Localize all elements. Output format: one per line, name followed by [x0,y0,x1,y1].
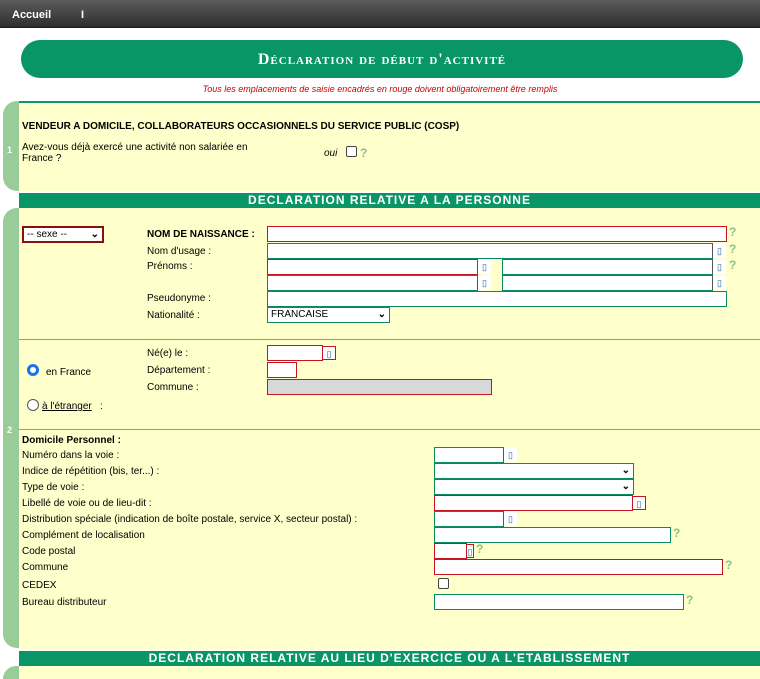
help-icon[interactable]: ? [729,242,737,256]
calendar-icon[interactable]: ▯ [712,276,726,290]
code-postal-label: Code postal [22,546,76,557]
domicile-heading: Domicile Personnel : [22,435,121,446]
topbar-separator: I [81,9,85,21]
complement-label: Complément de localisation [22,530,145,541]
calendar-icon[interactable]: ▯ [712,260,726,274]
pseudonyme-label: Pseudonyme : [147,293,211,304]
chevron-down-icon: ⌄ [90,229,99,240]
help-icon[interactable]: ? [686,593,694,607]
bureau-input[interactable] [434,594,684,610]
numero-voie-label: Numéro dans la voie : [22,450,120,461]
section-3-tab [3,666,19,679]
commune-label: Commune [22,562,69,573]
departement-input[interactable] [267,362,297,378]
help-icon[interactable]: ? [725,558,733,572]
nationalite-select-value: FRANCAISE [271,309,329,320]
etranger-colon: : [100,401,103,412]
date-naissance-input[interactable] [267,345,323,361]
type-voie-select[interactable] [434,479,634,495]
prenoms-label: Prénoms : [147,261,193,272]
activity-question-line2: France ? [22,153,62,164]
distribution-input[interactable] [434,511,504,527]
personne-band: DECLARATION RELATIVE A LA PERSONNE [19,193,760,208]
commune-naissance-input[interactable] [267,379,492,395]
accueil-link[interactable]: Accueil [12,9,52,21]
bureau-label: Bureau distributeur [22,597,107,608]
en-france-label: en France [46,367,92,378]
nom-usage-label: Nom d'usage : [147,246,212,257]
calendar-icon[interactable]: ▯ [322,346,336,360]
etablissement-band: DECLARATION RELATIVE AU LIEU D'EXERCICE OU A L'ETABLISSEMENT [19,651,760,666]
pseudonyme-input[interactable] [267,291,727,307]
chevron-down-icon: ⌄ [621,481,630,492]
divider [19,339,760,340]
calendar-icon[interactable]: ▯ [503,512,517,526]
complement-input[interactable] [434,527,671,543]
chevron-down-icon: ⌄ [377,309,386,320]
nom-naissance-label: NOM DE NAISSANCE : [147,229,255,240]
etranger-label: à l'étranger [42,401,92,412]
en-france-radio[interactable] [27,364,39,376]
ne-le-label: Né(e) le : [147,348,189,359]
calendar-icon[interactable]: ▯ [712,244,726,258]
help-icon[interactable]: ? [360,146,368,160]
code-postal-input[interactable] [434,543,467,559]
prenom-4-input[interactable] [502,275,713,291]
numero-voie-input[interactable] [434,447,504,463]
libelle-voie-input[interactable] [434,495,633,511]
section-3-panel [19,666,760,679]
section-1-heading: VENDEUR A DOMICILE, COLLABORATEURS OCCASIONNELS DU SERVICE PUBLIC (COSP) [22,121,460,132]
help-icon[interactable]: ? [476,542,484,556]
cedex-label: CEDEX [22,580,57,591]
cedex-checkbox[interactable] [438,578,449,589]
commune-input[interactable] [434,559,723,575]
help-icon[interactable]: ? [673,526,681,540]
etranger-radio[interactable] [27,399,39,411]
nom-naissance-input[interactable] [267,226,727,242]
sexe-select[interactable] [22,226,104,243]
indice-label: Indice de répétition (bis, ter...) : [22,466,160,477]
calendar-icon[interactable]: ▯ [503,448,517,462]
page-title: Déclaration de début d'activité [21,40,743,78]
chevron-down-icon: ⌄ [621,465,630,476]
activity-question-line1: Avez-vous déjà exercé une activité non salariée en [22,142,248,153]
nom-usage-input[interactable] [267,243,713,259]
prenom-3-input[interactable] [267,275,478,291]
calendar-icon[interactable]: ▯ [632,496,646,510]
calendar-icon[interactable]: ▯ [477,260,491,274]
libelle-voie-label: Libellé de voie ou de lieu-dit : [22,498,152,509]
nationalite-select[interactable] [267,307,390,323]
departement-label: Département : [147,365,211,376]
indice-select[interactable] [434,463,634,479]
calendar-icon[interactable]: ▯ [466,544,474,558]
distribution-label: Distribution spéciale (indication de boîte postale, service X, secteur postal) : [22,514,358,525]
prenom-1-input[interactable] [267,259,478,275]
oui-checkbox[interactable] [346,146,357,157]
divider [19,429,760,430]
oui-label: oui [324,148,338,159]
required-fields-notice: Tous les emplacements de saisie encadrés en rouge doivent obligatoirement être remplis [202,84,558,94]
help-icon[interactable]: ? [729,258,737,272]
section-1-number: 1 [7,145,13,155]
calendar-icon[interactable]: ▯ [477,276,491,290]
section-2-number: 2 [7,425,13,435]
nationalite-label: Nationalité : [147,310,200,321]
commune-naissance-label: Commune : [147,382,199,393]
prenom-2-input[interactable] [502,259,713,275]
sexe-select-value: -- sexe -- [27,229,67,240]
type-voie-label: Type de voie : [22,482,85,493]
top-navigation-bar [0,0,760,28]
help-icon[interactable]: ? [729,225,737,239]
